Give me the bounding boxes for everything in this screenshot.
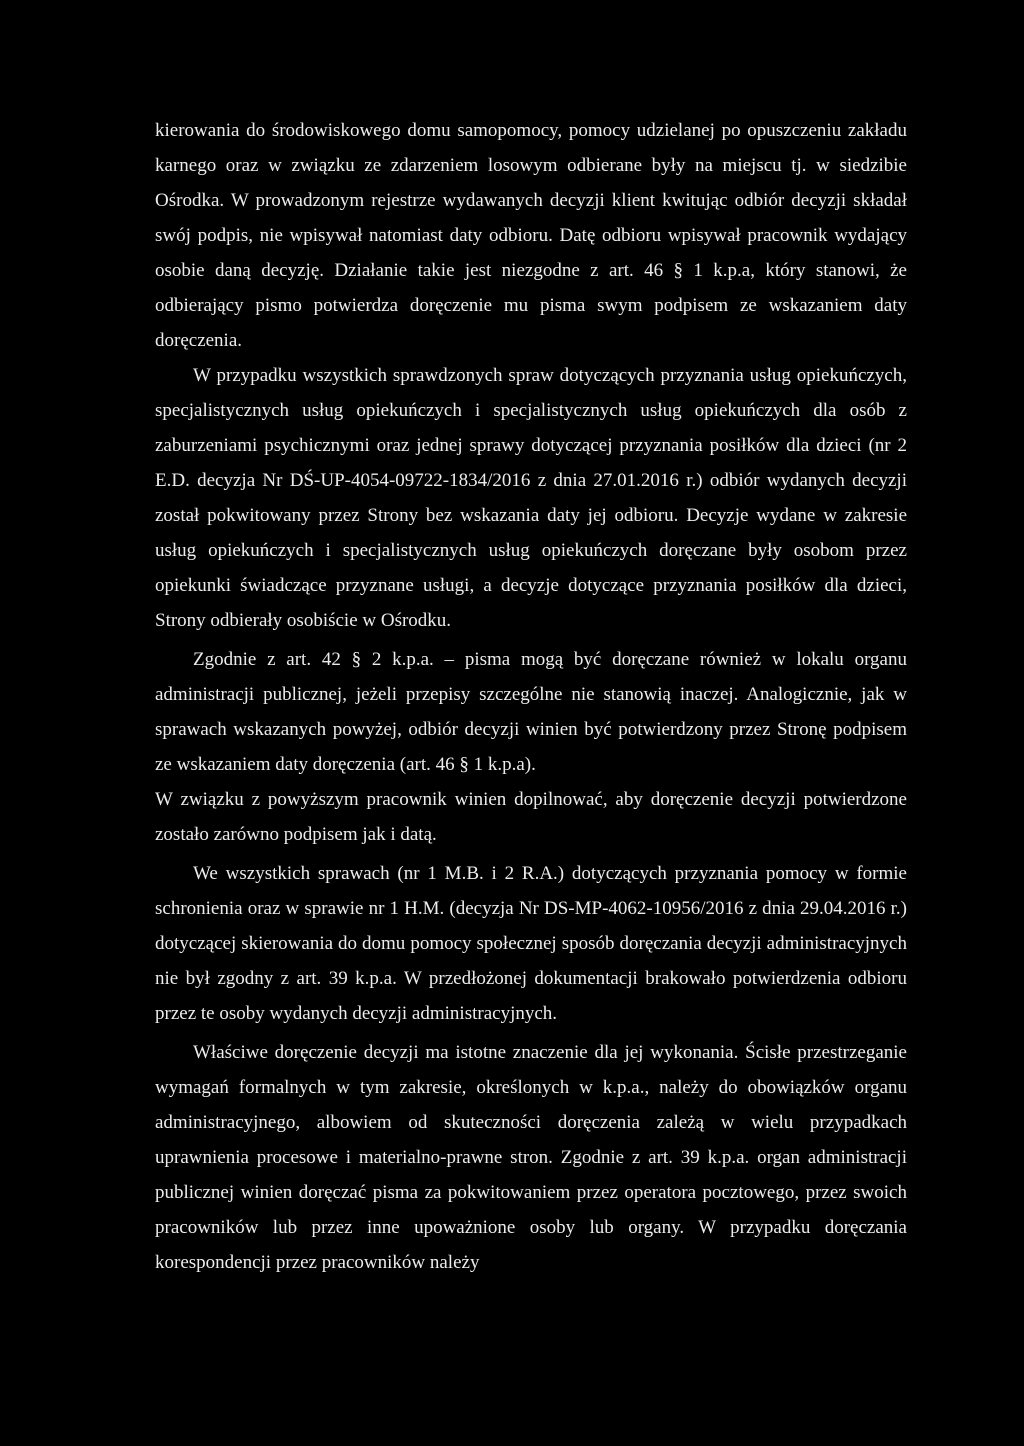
paragraph-6: Właściwe doręczenie decyzji ma istotne znaczenie dla jej wykonania. Ścisłe przestrzeganie wymagań formalnych w tym zakresie, określonych w k.p.a., należy do obowiązków organu administracyjnego, albowiem od skuteczności doręczenia zależą w wielu przypadkach uprawnienia procesowe i materialno-prawne stron. Zgodnie z art. 39 k.p.a. organ administracji publicznej winien doręczać pisma za pokwitowaniem przez operatora pocztowego, przez swoich pracowników lub przez inne upoważnione osoby lub organy. W przypadku doręczania korespondencji przez pracowników należy bbox=[155, 1042, 907, 1273]
paragraph-3: Zgodnie z art. 42 § 2 k.p.a. – pisma mogą być doręczane również w lokalu organu administracji publicznej, jeżeli przepisy szczególne nie stanowią inaczej. Analogicznie, jak w sprawach wskazanych powyżej, odbiór decyzji winien być potwierdzony przez Stronę podpisem ze wskazaniem daty doręczenia (art. 46 § 1 k.p.a). bbox=[155, 649, 907, 775]
paragraph-2: W przypadku wszystkich sprawdzonych spraw dotyczących przyznania usług opiekuńczych, specjalistycznych usług opiekuńczych i specjalistycznych usług opiekuńczych dla osób z zaburzeniami psychicznymi oraz jednej sprawy dotyczącej przyznania posiłków dla dzieci (nr 2 E.D. decyzja Nr DŚ-UP-4054-09722-1834/2016 z dnia 27.01.2016 r.) odbiór wydanych decyzji został pokwitowany przez Strony bez wskazania daty jej odbioru. Decyzje wydane w zakresie usług opiekuńczych i specjalistycznych usług opiekuńczych doręczane były osobom przez opiekunki świadczące przyznane usługi, a decyzje dotyczące przyznania posiłków dla dzieci, Strony odbierały osobiście w Ośrodku. bbox=[155, 365, 907, 631]
document-body bbox=[155, 113, 907, 1280]
paragraph-1: kierowania do środowiskowego domu samopomocy, pomocy udzielanej po opuszczeniu zakładu karnego oraz w związku ze zdarzeniem losowym odbierane były na miejscu tj. w siedzibie Ośrodka. W prowadzonym rejestrze wydawanych decyzji klient kwitując odbiór decyzji składał swój podpis, nie wpisywał natomiast daty odbioru. Datę odbioru wpisywał pracownik wydający osobie daną decyzję. Działanie takie jest niezgodne z art. 46 § 1 k.p.a, który stanowi, że odbierający pismo potwierdza doręczenie mu pisma swym podpisem ze wskazaniem daty doręczenia. bbox=[155, 120, 907, 351]
paragraph-5: We wszystkich sprawach (nr 1 M.B. i 2 R.A.) dotyczących przyznania pomocy w formie schronienia oraz w sprawie nr 1 H.M. (decyzja Nr DS-MP-4062-10956/2016 z dnia 29.04.2016 r.) dotyczącej skierowania do domu pomocy społecznej sposób doręczania decyzji administracyjnych nie był zgodny z art. 39 k.p.a. W przedłożonej dokumentacji brakowało potwierdzenia odbioru przez te osoby wydanych decyzji administracyjnych. bbox=[155, 863, 907, 1024]
paragraph-4: W związku z powyższym pracownik winien dopilnować, aby doręczenie decyzji potwierdzone zostało zarówno podpisem jak i datą. bbox=[155, 789, 907, 845]
